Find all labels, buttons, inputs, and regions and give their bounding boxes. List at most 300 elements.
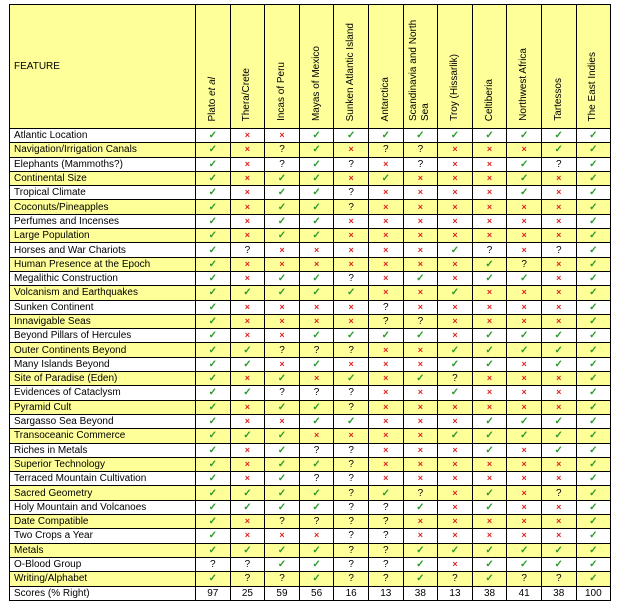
match-cell [230, 543, 265, 557]
match-cell [576, 186, 611, 200]
check-mark-icon: ✓ [277, 287, 287, 299]
location-column-header [230, 5, 265, 129]
question-mark-icon: ? [279, 516, 285, 528]
question-mark-icon: ? [348, 530, 354, 542]
location-column-header [507, 5, 542, 129]
cross-mark-icon: × [279, 416, 285, 427]
question-mark-icon: ? [555, 244, 562, 256]
feature-label: Elephants (Mammoths?) [10, 157, 196, 171]
cross-mark-icon: × [486, 401, 493, 412]
unknown-cell [403, 486, 438, 500]
mismatch-cell [438, 157, 473, 171]
question-mark-icon: ? [279, 344, 285, 356]
unknown-cell [265, 157, 300, 171]
match-cell [541, 414, 576, 428]
mismatch-cell [541, 271, 576, 285]
match-cell [403, 543, 438, 557]
location-name [484, 75, 496, 124]
question-mark-icon: ? [244, 559, 251, 571]
mismatch-cell [368, 343, 403, 357]
location-column-header [541, 5, 576, 129]
check-mark-icon: ✓ [312, 573, 321, 585]
match-cell [196, 500, 231, 514]
question-mark-icon: ? [348, 444, 354, 456]
cross-mark-icon: × [556, 287, 562, 298]
match-cell [265, 457, 300, 471]
match-cell [472, 257, 507, 271]
cross-mark-icon: × [452, 530, 458, 541]
unknown-cell [334, 271, 369, 285]
table-row [10, 271, 611, 285]
check-mark-icon: ✓ [208, 173, 217, 185]
check-mark-icon: ✓ [519, 158, 529, 170]
cross-mark-icon: × [244, 401, 251, 412]
check-mark-icon: ✓ [243, 387, 252, 399]
mismatch-cell [507, 300, 542, 314]
cross-mark-icon: × [486, 316, 493, 326]
cross-mark-icon: × [313, 258, 320, 269]
match-cell [196, 314, 231, 328]
match-cell [541, 143, 576, 157]
mismatch-cell [472, 472, 507, 486]
table-row [10, 329, 611, 343]
mismatch-cell [403, 300, 438, 314]
match-cell [299, 329, 334, 343]
check-mark-icon: ✓ [346, 330, 356, 342]
match-cell [368, 486, 403, 500]
check-mark-icon: ✓ [519, 273, 529, 285]
cross-mark-icon: × [452, 273, 458, 284]
question-mark-icon: ? [348, 516, 354, 528]
check-mark-icon: ✓ [589, 516, 598, 528]
check-mark-icon: ✓ [312, 330, 321, 342]
match-cell [299, 186, 334, 200]
mismatch-cell [265, 257, 300, 271]
question-mark-icon: ? [348, 201, 354, 213]
question-mark-icon: ? [382, 573, 389, 585]
check-mark-icon: ✓ [277, 444, 287, 456]
check-mark-icon: ✓ [589, 287, 598, 299]
mismatch-cell [230, 171, 265, 185]
match-cell [265, 186, 300, 200]
check-mark-icon: ✓ [243, 487, 252, 499]
table-row [10, 486, 611, 500]
cross-mark-icon: × [244, 187, 251, 198]
mismatch-cell [472, 286, 507, 300]
cross-mark-icon: × [521, 201, 527, 212]
check-mark-icon: ✓ [589, 330, 598, 342]
cross-mark-icon: × [521, 516, 527, 527]
score-value: 13 [368, 586, 403, 600]
match-cell [196, 271, 231, 285]
check-mark-icon: ✓ [589, 201, 598, 213]
match-cell [472, 443, 507, 457]
score-value: 25 [230, 586, 265, 600]
location-name-text: Northwest Africa [518, 48, 530, 121]
table-row [10, 472, 611, 486]
cross-mark-icon: × [486, 201, 493, 212]
mismatch-cell [541, 457, 576, 471]
header-row [10, 5, 611, 129]
cross-mark-icon: × [279, 258, 285, 269]
cross-mark-icon: × [383, 215, 389, 226]
feature-label: Volcanism and Earthquakes [10, 286, 196, 300]
check-mark-icon: ✓ [208, 444, 217, 456]
match-cell [230, 429, 265, 443]
mismatch-cell [541, 314, 576, 328]
cross-mark-icon: × [417, 187, 423, 198]
check-mark-icon: ✓ [208, 473, 217, 485]
cross-mark-icon: × [279, 244, 285, 255]
check-mark-icon: ✓ [346, 287, 356, 299]
match-cell [576, 429, 611, 443]
match-cell [265, 372, 300, 386]
check-mark-icon: ✓ [519, 430, 529, 442]
unknown-cell [334, 472, 369, 486]
mismatch-cell [265, 529, 300, 543]
location-name [345, 19, 357, 124]
table-row [10, 229, 611, 243]
question-mark-icon: ? [521, 573, 527, 585]
mismatch-cell [265, 329, 300, 343]
check-mark-icon: ✓ [416, 501, 425, 513]
feature-label: Human Presence at the Epoch [10, 257, 196, 271]
question-mark-icon: ? [348, 387, 354, 399]
question-mark-icon: ? [382, 530, 389, 542]
check-mark-icon: ✓ [208, 387, 217, 399]
mismatch-cell [368, 400, 403, 414]
score-value: 100 [576, 586, 611, 600]
table-row [10, 343, 611, 357]
check-mark-icon: ✓ [243, 430, 252, 442]
feature-label: Sunken Continent [10, 300, 196, 314]
unknown-cell [230, 572, 265, 586]
question-mark-icon: ? [452, 373, 458, 385]
score-value: 41 [507, 586, 542, 600]
mismatch-cell [230, 372, 265, 386]
cross-mark-icon: × [417, 258, 423, 269]
cross-mark-icon: × [244, 416, 251, 427]
check-mark-icon: ✓ [589, 215, 598, 227]
check-mark-icon: ✓ [589, 373, 598, 385]
cross-mark-icon: × [313, 430, 320, 441]
feature-label: O-Blood Group [10, 557, 196, 571]
match-cell [299, 229, 334, 243]
match-cell [576, 300, 611, 314]
match-cell [576, 414, 611, 428]
match-cell [403, 271, 438, 285]
check-mark-icon: ✓ [519, 544, 529, 556]
match-cell [576, 472, 611, 486]
mismatch-cell [403, 400, 438, 414]
unknown-cell [334, 457, 369, 471]
table-row [10, 200, 611, 214]
match-cell [576, 372, 611, 386]
mismatch-cell [438, 557, 473, 571]
cross-mark-icon: × [486, 387, 493, 398]
check-mark-icon: ✓ [589, 530, 598, 542]
match-cell [472, 343, 507, 357]
cross-mark-icon: × [452, 330, 458, 341]
mismatch-cell [368, 271, 403, 285]
question-mark-icon: ? [348, 401, 354, 413]
check-mark-icon: ✓ [485, 330, 494, 342]
check-mark-icon: ✓ [589, 301, 598, 313]
unknown-cell [230, 243, 265, 257]
match-cell [403, 572, 438, 586]
cross-mark-icon: × [556, 316, 562, 326]
mismatch-cell [438, 171, 473, 185]
match-cell [576, 271, 611, 285]
match-cell [196, 157, 231, 171]
cross-mark-icon: × [452, 201, 458, 212]
question-mark-icon: ? [244, 573, 251, 585]
unknown-cell [403, 143, 438, 157]
question-mark-icon: ? [348, 273, 354, 285]
unknown-cell [368, 572, 403, 586]
cross-mark-icon: × [452, 458, 458, 469]
feature-label: Superior Technology [10, 457, 196, 471]
location-name-text: Celtiberia [483, 78, 495, 121]
check-mark-icon: ✓ [312, 215, 321, 227]
check-mark-icon: ✓ [312, 501, 321, 513]
cross-mark-icon: × [556, 301, 562, 312]
mismatch-cell [403, 200, 438, 214]
match-cell [438, 543, 473, 557]
match-cell [299, 200, 334, 214]
match-cell [265, 543, 300, 557]
location-name-text: The East Indies [587, 51, 599, 121]
match-cell [299, 486, 334, 500]
check-mark-icon: ✓ [208, 187, 217, 199]
unknown-cell [334, 400, 369, 414]
score-value: 16 [334, 586, 369, 600]
mismatch-cell [438, 143, 473, 157]
mismatch-cell [472, 400, 507, 414]
check-mark-icon: ✓ [208, 430, 217, 442]
mismatch-cell [507, 200, 542, 214]
check-mark-icon: ✓ [208, 416, 217, 428]
location-name-text: Incas of Peru [275, 62, 287, 121]
question-mark-icon: ? [486, 244, 493, 256]
mismatch-cell [507, 486, 542, 500]
question-mark-icon: ? [313, 473, 320, 485]
check-mark-icon: ✓ [554, 430, 563, 442]
match-cell [541, 357, 576, 371]
match-cell [576, 572, 611, 586]
mismatch-cell [368, 157, 403, 171]
mismatch-cell [403, 472, 438, 486]
cross-mark-icon: × [556, 230, 562, 241]
cross-mark-icon: × [521, 301, 527, 312]
unknown-cell [334, 343, 369, 357]
match-cell [576, 457, 611, 471]
cross-mark-icon: × [417, 215, 423, 226]
location-column-header [299, 5, 334, 129]
mismatch-cell [265, 129, 300, 143]
match-cell [265, 214, 300, 228]
mismatch-cell [472, 200, 507, 214]
check-mark-icon: ✓ [208, 344, 217, 356]
match-cell [541, 543, 576, 557]
match-cell [265, 486, 300, 500]
table-row [10, 515, 611, 529]
match-cell [507, 329, 542, 343]
feature-label: Holy Mountain and Volcanoes [10, 500, 196, 514]
cross-mark-icon: × [486, 530, 493, 541]
match-cell [196, 400, 231, 414]
mismatch-cell [334, 214, 369, 228]
score-value: 38 [403, 586, 438, 600]
cross-mark-icon: × [244, 516, 251, 527]
match-cell [196, 200, 231, 214]
cross-mark-icon: × [521, 144, 527, 155]
question-mark-icon: ? [279, 144, 285, 156]
match-cell [576, 400, 611, 414]
mismatch-cell [368, 214, 403, 228]
cross-mark-icon: × [417, 530, 423, 541]
mismatch-cell [299, 300, 334, 314]
cross-mark-icon: × [452, 215, 458, 226]
location-name-text: Antarctica [379, 76, 391, 121]
question-mark-icon: ? [348, 158, 354, 170]
check-mark-icon: ✓ [485, 273, 494, 285]
cross-mark-icon: × [244, 258, 251, 269]
cross-mark-icon: × [313, 301, 320, 312]
cross-mark-icon: × [279, 358, 285, 369]
check-mark-icon: ✓ [243, 544, 252, 556]
mismatch-cell [230, 129, 265, 143]
mismatch-cell [438, 214, 473, 228]
match-cell [196, 457, 231, 471]
match-cell [576, 543, 611, 557]
match-cell [576, 214, 611, 228]
check-mark-icon: ✓ [450, 130, 460, 142]
cross-mark-icon: × [556, 458, 562, 469]
check-mark-icon: ✓ [450, 287, 460, 299]
cross-mark-icon: × [452, 401, 458, 412]
mismatch-cell [403, 214, 438, 228]
feature-label: Megalithic Construction [10, 271, 196, 285]
table-row [10, 500, 611, 514]
check-mark-icon: ✓ [416, 573, 425, 585]
cross-mark-icon: × [244, 144, 251, 155]
check-mark-icon: ✓ [554, 330, 563, 342]
match-cell [265, 472, 300, 486]
cross-mark-icon: × [556, 373, 562, 384]
cross-mark-icon: × [383, 273, 389, 284]
match-cell [541, 129, 576, 143]
mismatch-cell [230, 143, 265, 157]
unknown-cell [541, 157, 576, 171]
score-value: 38 [541, 586, 576, 600]
match-cell [299, 557, 334, 571]
match-cell [196, 472, 231, 486]
check-mark-icon: ✓ [208, 158, 217, 170]
mismatch-cell [368, 372, 403, 386]
check-mark-icon: ✓ [554, 559, 563, 571]
mismatch-cell [334, 357, 369, 371]
cross-mark-icon: × [521, 244, 527, 255]
mismatch-cell [438, 400, 473, 414]
check-mark-icon: ✓ [381, 487, 390, 499]
feature-label: Large Population [10, 229, 196, 243]
match-cell [265, 271, 300, 285]
check-mark-icon: ✓ [416, 273, 425, 285]
cross-mark-icon: × [383, 230, 389, 241]
check-mark-icon: ✓ [450, 430, 460, 442]
feature-label: Horses and War Chariots [10, 243, 196, 257]
mismatch-cell [230, 229, 265, 243]
mismatch-cell [507, 443, 542, 457]
check-mark-icon: ✓ [554, 130, 563, 142]
cross-mark-icon: × [244, 173, 251, 184]
location-column-header [265, 5, 300, 129]
match-cell [196, 143, 231, 157]
match-cell [438, 129, 473, 143]
check-mark-icon: ✓ [589, 144, 598, 156]
unknown-cell [403, 314, 438, 328]
cross-mark-icon: × [486, 144, 493, 155]
check-mark-icon: ✓ [554, 344, 563, 356]
unknown-cell [334, 486, 369, 500]
cross-mark-icon: × [348, 244, 354, 255]
match-cell [507, 343, 542, 357]
cross-mark-icon: × [521, 444, 527, 455]
feature-label: Metals [10, 543, 196, 557]
match-cell [541, 329, 576, 343]
check-mark-icon: ✓ [277, 230, 287, 242]
unknown-cell [334, 557, 369, 571]
check-mark-icon: ✓ [277, 215, 287, 227]
cross-mark-icon: × [383, 444, 389, 455]
check-mark-icon: ✓ [277, 273, 287, 285]
unknown-cell [472, 243, 507, 257]
feature-label: Innavigable Seas [10, 314, 196, 328]
match-cell [368, 129, 403, 143]
mismatch-cell [230, 472, 265, 486]
location-column-header [438, 5, 473, 129]
question-mark-icon: ? [555, 573, 562, 585]
question-mark-icon: ? [348, 187, 354, 199]
check-mark-icon: ✓ [346, 416, 356, 428]
match-cell [265, 171, 300, 185]
cross-mark-icon: × [244, 473, 251, 484]
mismatch-cell [265, 314, 300, 328]
check-mark-icon: ✓ [589, 187, 598, 199]
check-mark-icon: ✓ [277, 458, 287, 470]
mismatch-cell [541, 186, 576, 200]
match-cell [472, 129, 507, 143]
cross-mark-icon: × [486, 187, 493, 198]
check-mark-icon: ✓ [312, 358, 321, 370]
check-mark-icon: ✓ [589, 230, 598, 242]
table-row [10, 529, 611, 543]
mismatch-cell [541, 214, 576, 228]
mismatch-cell [438, 515, 473, 529]
check-mark-icon: ✓ [312, 487, 321, 499]
check-mark-icon: ✓ [208, 258, 217, 270]
cross-mark-icon: × [244, 273, 251, 284]
mismatch-cell [438, 229, 473, 243]
question-mark-icon: ? [279, 573, 285, 585]
mismatch-cell [438, 529, 473, 543]
cross-mark-icon: × [244, 373, 251, 384]
match-cell [196, 214, 231, 228]
check-mark-icon: ✓ [519, 330, 529, 342]
match-cell [472, 500, 507, 514]
feature-label: Tropical Climate [10, 186, 196, 200]
